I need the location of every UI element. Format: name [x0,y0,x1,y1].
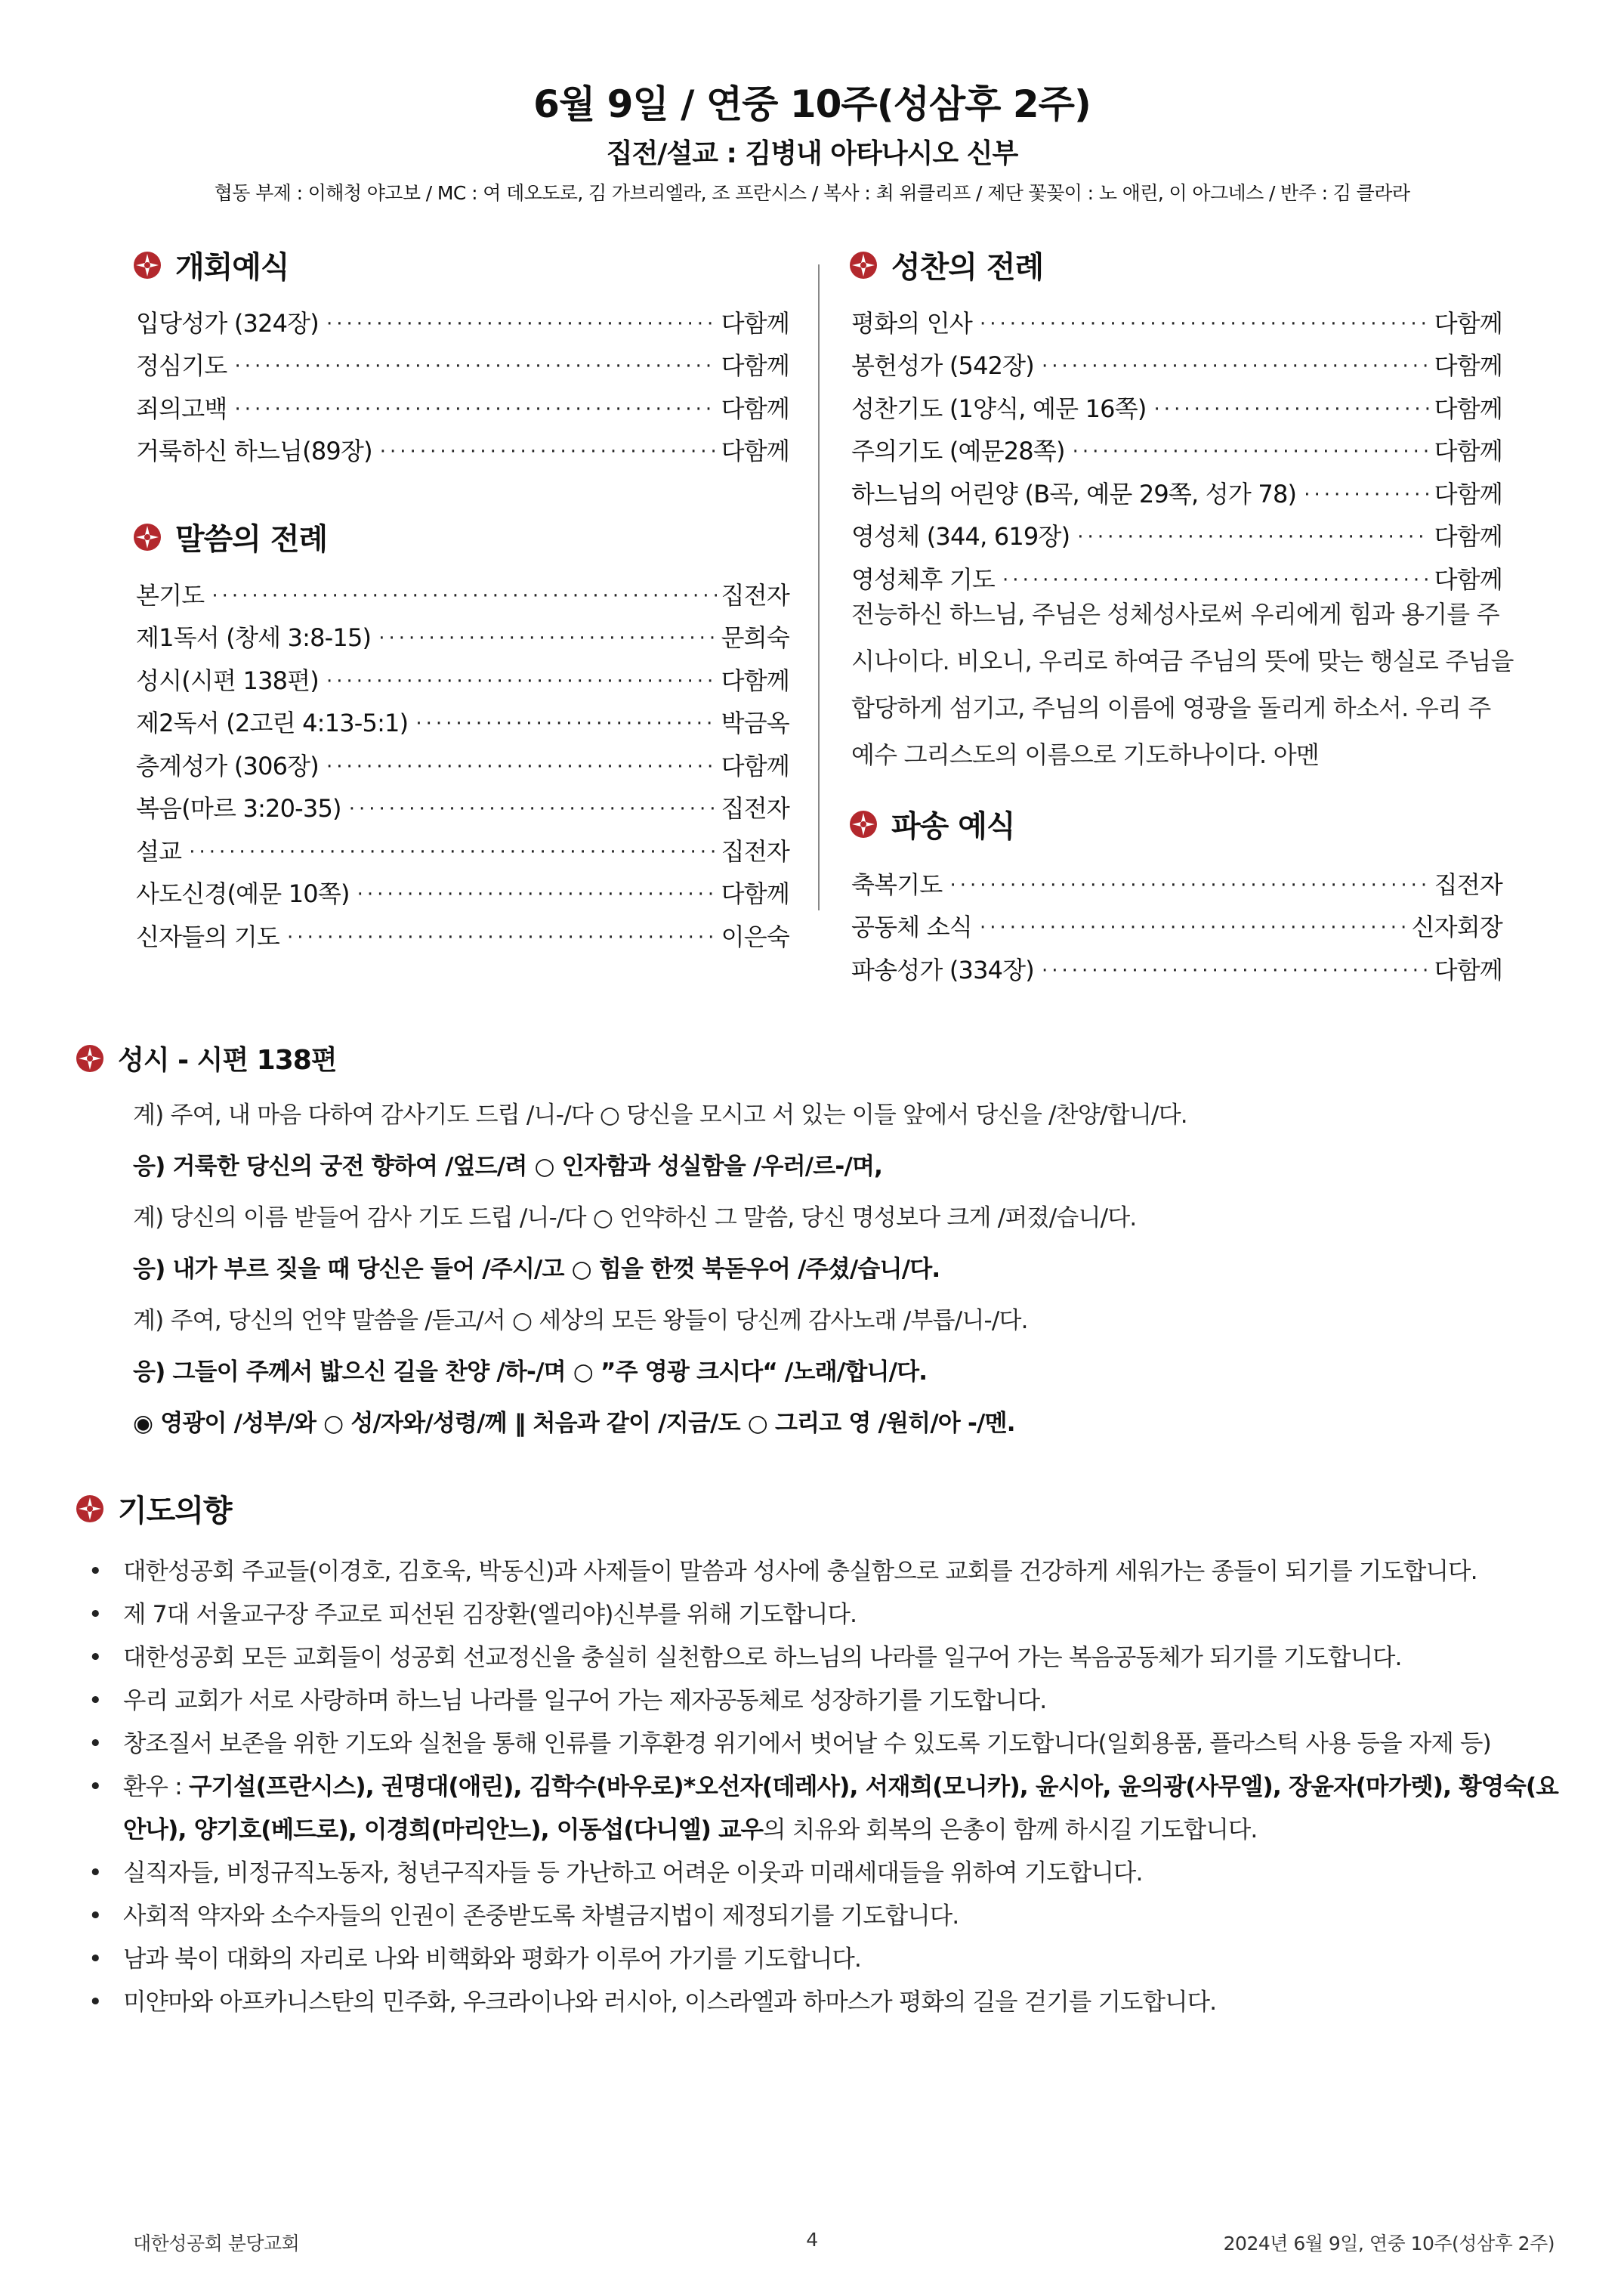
section-title: 성시 - 시편 138편 [118,1045,337,1076]
order-item [851,901,1502,944]
order-item-label: 하느님의 어린양 (B곡, 예문 29쪽, 성가 78) [851,479,1297,508]
intention-item [88,1680,1569,1723]
section-title: 말씀의 전례 [175,522,328,557]
bullet-icon: • [88,1644,102,1671]
leader-dots [1042,956,1430,986]
cross-icon [849,810,878,839]
intention-sick-list [88,1766,1569,1852]
order-item [136,867,789,910]
cross-icon [133,251,162,280]
word-order-list [136,568,789,953]
intention-item [88,1550,1569,1593]
bullet-icon: • [88,1945,102,1973]
order-item-label: 영성체후 기도 [851,564,996,594]
order-item-label: 입당성가 (324장) [136,308,319,338]
order-item-label: 공동체 소식 [851,913,972,941]
leader-dots [357,879,717,910]
order-item-person: 집전자 [721,580,789,610]
intention-text: 대한성공회 주교들(이경호, 김호욱, 박동신)과 사제들이 말씀과 성사에 충실함으로 교회를 건강하게 세워가는 종들이 되기를 기도합니다. [123,1558,1477,1585]
leader-dots [189,837,716,867]
section-title: 성찬의 전례 [891,250,1044,285]
leader-dots [326,309,717,339]
order-item-label: 층계성가 (306장) [136,751,319,780]
order-item-person: 집전자 [721,836,789,866]
leader-dots [349,794,717,824]
intention-item [88,1852,1569,1895]
leader-dots [1042,351,1430,382]
order-item-person: 다함께 [721,308,789,338]
section-intentions-heading [76,1487,232,1530]
intention-text: 제 7대 서울교구장 주교로 피선된 김장환(엘리야)신부를 위해 기도합니다. [123,1601,857,1628]
intention-text: 사회적 약자와 소수자들의 인권이 존중받도록 차별금지법이 제정되기를 기도합니다. [123,1902,959,1930]
order-item [851,339,1502,382]
footer-date: 2024년 6월 9일, 연중 10주(성삼후 2주) [1223,2233,1555,2254]
order-item-person: 집전자 [721,794,789,823]
leader-dots [326,752,717,782]
order-item-label: 영성체 (344, 619장) [851,522,1070,551]
section-psalm-heading [76,1039,337,1077]
order-item-person: 박금옥 [721,709,789,737]
column-divider [818,264,820,910]
dismissal-order-list [851,858,1502,986]
section-title: 파송 예식 [891,809,1015,844]
intention-item [88,1723,1569,1766]
bullet-icon: • [88,1859,102,1887]
leader-dots [326,666,717,697]
intention-text: 실직자들, 비정규직노동자, 청년구직자들 등 가난하고 어려운 이웃과 미래세대들을 위하여 기도합니다. [123,1859,1143,1887]
order-item-label: 성찬기도 (1양식, 예문 16쪽) [851,394,1147,423]
post-communion-prayer: 전능하신 하느님, 주님은 성체성사로써 우리에게 힘과 용기를 주시나이다. 비오니, 우리로 하여금 주님의 뜻에 맞는 행실로 주님을 합당하게 섬기고, 주님의 이름에 영광을 돌리게 하소서. 우리 주 예수 그리스도의 이름으로 기도하나이다. 아멘 [851,600,1514,769]
order-item-label: 파송성가 (334장) [851,955,1034,984]
cross-icon [849,251,878,280]
order-item [136,382,789,425]
leader-dots [949,870,1429,901]
leader-dots [1304,480,1429,510]
footer-church: 대한성공회 분당교회 [133,2233,300,2254]
intention-text: 미얀마와 아프카니스탄의 민주화, 우크라이나와 러시아, 이스라엘과 하마스가 평화의 길을 걷기를 기도합니다. [123,1989,1217,2016]
leader-dots [287,922,717,953]
cross-icon [76,1494,104,1523]
leader-dots [1073,437,1430,467]
section-dismissal-heading [849,802,1015,845]
order-item-person: 다함께 [721,351,789,380]
bullet-icon: • [88,1902,102,1930]
order-item-label: 신자들의 기도 [136,922,280,951]
order-item-label: 평화의 인사 [851,308,972,338]
leader-dots [234,394,716,425]
order-item-person: 다함께 [1434,479,1502,508]
psalm-line: 응) 내가 부르 짖을 때 당신은 들어 /주시/고 ○ 힘을 한껏 북돋우어 /주셨/습니/다. [133,1256,940,1283]
section-title: 개회예식 [175,250,289,285]
section-opening-heading [133,243,289,286]
order-item-label: 본기도 [136,580,205,610]
order-item-person: 다함께 [721,879,789,908]
order-item-label: 주의기도 (예문28쪽) [851,437,1065,465]
order-item-label: 거룩하신 하느님(89장) [136,437,372,465]
order-item-person: 다함께 [721,666,789,695]
psalm-line: 계) 당신의 이름 받들어 감사 기도 드립 /니-/다 ○ 언약하신 그 말씀, 당신 명성보다 크게 /퍼졌/습니/다. [133,1204,1137,1231]
order-item [136,739,789,782]
order-item-person: 다함께 [721,751,789,780]
order-item [136,824,789,867]
celebrant-line: 집전/설교 : 김병내 아타나시오 신부 [606,138,1018,169]
order-item-person: 다함께 [1434,522,1502,551]
intention-item [88,1895,1569,1938]
footer-page-number: 4 [806,2229,818,2251]
order-item-label: 죄의고백 [136,394,227,423]
psalm-line: 계) 주여, 당신의 언약 말씀을 /듣고/서 ○ 세상의 모든 왕들이 당신께 감사노래 /부릅/니-/다. [133,1307,1028,1334]
sick-names: 구기설(프란시스), 권명대(애린), 김학수(바우로)*오선자(데레사), 서재희(모니카), 윤시아, 윤의광(사무엘), 장윤자(마가렛), 황영숙(요안나), 양기호(베드로), 이경희(마리안느), 이동섭(다니엘) 교우 [123,1773,1558,1843]
leader-dots [980,309,1430,339]
order-item-person: 다함께 [721,437,789,465]
order-item [851,858,1502,901]
order-item [136,339,789,382]
psalm-lines [133,1096,1568,1455]
order-item [851,296,1502,339]
psalm-line: ◉ 영광이 /성부/와 ○ 성/자와/성령/께 ‖ 처음과 같이 /지금/도 ○ 그리고 영 /원히/아 -/멘. [133,1410,1015,1437]
leader-dots [980,913,1407,943]
order-item [136,654,789,697]
section-title: 기도의향 [118,1494,232,1528]
order-item [136,425,789,468]
order-item-person: 다함께 [1434,437,1502,465]
intention-text: 대한성공회 모든 교회들이 성공회 선교정신을 충실히 실천함으로 하느님의 나라를 일구어 가는 복음공동체가 되기를 기도합니다. [123,1644,1402,1671]
intention-text: 우리 교회가 서로 사랑하며 하느님 나라를 일구어 가는 제자공동체로 성장하기를 기도합니다. [123,1687,1047,1714]
order-item-person: 다함께 [1434,394,1502,423]
sick-suffix: 의 치유와 회복의 은총이 함께 하시길 기도합니다. [763,1816,1258,1843]
leader-dots [380,437,717,467]
order-item-person: 다함께 [1434,955,1502,984]
leader-dots [211,581,716,611]
order-item [136,910,789,953]
order-item-label: 복음(마르 3:20-35) [136,794,341,823]
bullet-icon: • [88,1989,102,2016]
leader-dots [1154,394,1430,425]
order-item [851,552,1502,595]
bullet-icon: • [88,1601,102,1628]
order-item-person: 다함께 [721,394,789,423]
opening-order-list [136,296,789,467]
order-item [851,382,1502,425]
order-item [851,510,1502,553]
intentions-list [88,1550,1569,2024]
intention-text: 남과 북이 대화의 자리로 나와 비핵화와 평화가 이루어 가기를 기도합니다. [123,1945,862,1973]
roles-line: 협동 부제 : 이해청 야고보 / MC : 여 데오도로, 김 가브리엘라, 조 프란시스 / 복사 : 최 위클리프 / 제단 꽃꽂이 : 노 애린, 이 아그네스 / 반주 : 김 클라라 [214,182,1410,204]
order-item-label: 봉헌성가 (542장) [851,351,1034,380]
order-item-person: 문희숙 [721,623,789,652]
cross-icon [133,523,162,552]
order-item-person: 신자회장 [1411,913,1502,941]
order-item [851,943,1502,986]
order-item [136,296,789,339]
order-item-person: 집전자 [1434,870,1502,899]
intention-text: 창조질서 보존을 위한 기도와 실천을 통해 인류를 기후환경 위기에서 벗어날 수 있도록 기도합니다(일회용품, 플라스틱 사용 등을 자제 등) [123,1730,1491,1757]
order-item [136,697,789,740]
psalm-line: 계) 주여, 내 마음 다하여 감사기도 드립 /니-/다 ○ 당신을 모시고 서 있는 이들 앞에서 당신을 /찬양/합니/다. [133,1102,1187,1129]
page-title: 6월 9일 / 연중 10주(성삼후 2주) [533,82,1091,126]
order-item [136,611,789,654]
psalm-line: 응) 그들이 주께서 밟으신 길을 찬양 /하-/며 ○ ”주 영광 크시다“ /노래/합니/다. [133,1358,928,1386]
leader-dots [1077,522,1429,552]
intention-item [88,1938,1569,1981]
bullet-icon: • [88,1558,102,1585]
bullet-icon: • [88,1687,102,1714]
order-item-label: 성시(시편 138편) [136,666,319,695]
order-item [851,467,1502,510]
order-item-person: 다함께 [1434,308,1502,338]
intention-item [88,1981,1569,2024]
leader-dots [234,351,716,382]
psalm-line: 응) 거룩한 당신의 궁전 향하여 /엎드/려 ○ 인자함과 성실함을 /우러/르-/며, [133,1153,883,1180]
order-item-label: 축복기도 [851,870,943,899]
order-item-person: 다함께 [1434,351,1502,380]
order-item-person: 다함께 [1434,564,1502,594]
order-item [136,568,789,611]
order-item [851,425,1502,468]
eucharist-order-list [851,296,1502,595]
bullet-icon: • [88,1773,102,1800]
order-item-label: 제1독서 (창세 3:8-15) [136,623,372,652]
order-item-label: 제2독서 (2고린 4:13-5:1) [136,709,409,737]
order-item [136,782,789,825]
section-word-heading [133,515,327,558]
section-eucharist-heading [849,243,1043,286]
order-item-label: 정심기도 [136,351,227,380]
order-item-label: 설교 [136,836,182,866]
order-item-label: 사도신경(예문 10쪽) [136,879,350,908]
intention-item [88,1593,1569,1636]
intention-item [88,1636,1569,1680]
leader-dots [378,623,716,654]
order-item-person: 이은숙 [721,922,789,951]
leader-dots [415,709,716,739]
sick-prefix: 환우 : [123,1773,189,1800]
bullet-icon: • [88,1730,102,1757]
cross-icon [76,1044,104,1073]
